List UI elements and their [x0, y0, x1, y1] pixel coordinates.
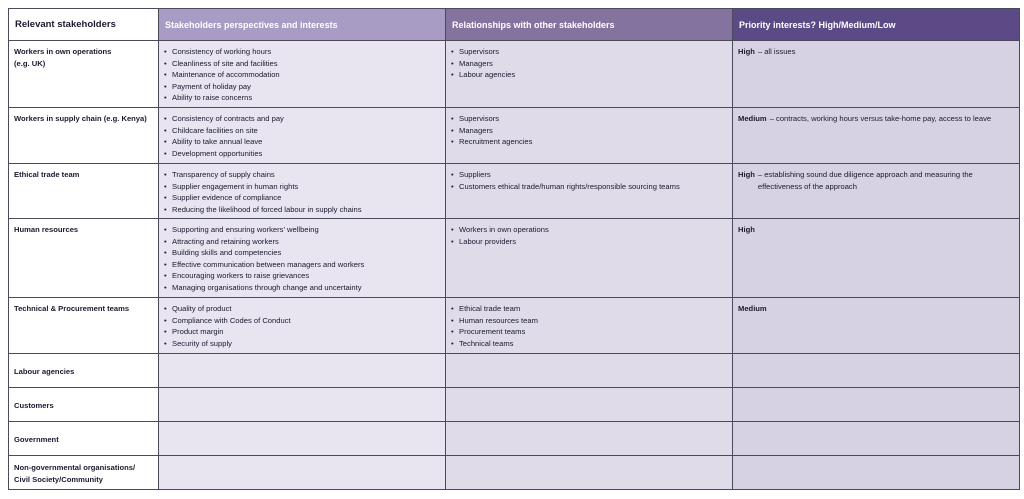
table-row — [9, 388, 1020, 422]
list-item: • Quality of product — [164, 303, 440, 315]
list-item: • Transparency of supply chains — [164, 169, 440, 181]
list-item: • Cleanliness of site and facilities — [164, 58, 440, 70]
relationships-cell — [446, 456, 733, 490]
priority-description: – establishing sound due diligence approach and measuring the effectiveness of the approach — [757, 170, 973, 191]
priority-level: High — [738, 170, 755, 179]
relationships-list — [451, 46, 727, 81]
perspectives-cell — [159, 456, 446, 490]
list-item: • Payment of holiday pay — [164, 81, 440, 93]
list-item: • Supplier evidence of compliance — [164, 192, 440, 204]
relationships-list — [451, 169, 727, 192]
list-item: • Building skills and competencies — [164, 247, 440, 259]
list-item: • Labour agencies — [451, 69, 727, 81]
priority-level: Medium — [738, 114, 767, 123]
list-item: • Managing organisations through change and uncertainty — [164, 282, 440, 294]
priority-level: Medium — [738, 304, 767, 313]
stakeholder-name: Technical & Procurement teams — [9, 298, 159, 354]
list-item: • Ability to raise concerns — [164, 92, 440, 104]
relationships-cell — [446, 422, 733, 456]
perspectives-cell — [159, 41, 446, 108]
perspectives-list — [164, 46, 440, 104]
priority-level: High — [738, 47, 755, 56]
relationships-cell — [446, 298, 733, 354]
priority-cell — [733, 388, 1020, 422]
relationships-list — [451, 113, 727, 148]
relationships-cell — [446, 388, 733, 422]
list-item: • Supporting and ensuring workers' wellbeing — [164, 224, 440, 236]
relationships-cell — [446, 354, 733, 388]
header-perspectives: Stakeholders perspectives and interests — [159, 9, 446, 41]
list-item: • Labour providers — [451, 236, 727, 248]
table-row — [9, 108, 1020, 164]
list-item: • Ability to take annual leave — [164, 136, 440, 148]
stakeholder-table-container — [8, 8, 1019, 490]
list-item: • Security of supply — [164, 338, 440, 350]
list-item: • Ethical trade team — [451, 303, 727, 315]
list-item: • Technical teams — [451, 338, 727, 350]
perspectives-list — [164, 113, 440, 159]
stakeholder-name: Customers — [9, 388, 159, 422]
table-row — [9, 422, 1020, 456]
perspectives-cell — [159, 164, 446, 219]
priority-description: – contracts, working hours versus take-home pay, access to leave — [769, 114, 992, 123]
list-item: • Compliance with Codes of Conduct — [164, 315, 440, 327]
perspectives-cell — [159, 354, 446, 388]
priority-content — [738, 303, 1014, 315]
table-row — [9, 354, 1020, 388]
priority-cell — [733, 108, 1020, 164]
list-item: • Managers — [451, 125, 727, 137]
stakeholder-name: Human resources — [9, 219, 159, 298]
perspectives-list — [164, 303, 440, 349]
table-row — [9, 219, 1020, 298]
list-item: • Procurement teams — [451, 326, 727, 338]
priority-content — [738, 224, 1014, 236]
list-item: • Consistency of working hours — [164, 46, 440, 58]
priority-level: High — [738, 225, 755, 234]
header-priority: Priority interests? High/Medium/Low — [733, 9, 1020, 41]
priority-cell — [733, 298, 1020, 354]
priority-cell — [733, 41, 1020, 108]
header-row — [9, 9, 1020, 41]
list-item: • Supplier engagement in human rights — [164, 181, 440, 193]
relationships-list — [451, 224, 727, 247]
stakeholder-table — [8, 8, 1020, 490]
list-item: • Attracting and retaining workers — [164, 236, 440, 248]
perspectives-list — [164, 224, 440, 293]
stakeholder-name: Government — [9, 422, 159, 456]
list-item: • Consistency of contracts and pay — [164, 113, 440, 125]
stakeholder-name: Labour agencies — [9, 354, 159, 388]
list-item: • Childcare facilities on site — [164, 125, 440, 137]
priority-cell — [733, 456, 1020, 490]
perspectives-cell — [159, 298, 446, 354]
table-row — [9, 298, 1020, 354]
priority-content — [738, 46, 1014, 58]
list-item: • Human resources team — [451, 315, 727, 327]
relationships-cell — [446, 41, 733, 108]
stakeholder-name: Workers in supply chain (e.g. Kenya) — [9, 108, 159, 164]
stakeholder-name: Workers in own operations (e.g. UK) — [9, 41, 159, 108]
table-row — [9, 456, 1020, 490]
list-item: • Encouraging workers to raise grievances — [164, 270, 440, 282]
stakeholder-name: Ethical trade team — [9, 164, 159, 219]
list-item: • Reducing the likelihood of forced labour in supply chains — [164, 204, 440, 216]
list-item: • Development opportunities — [164, 148, 440, 160]
table-body — [9, 41, 1020, 490]
list-item: • Workers in own operations — [451, 224, 727, 236]
list-item: • Managers — [451, 58, 727, 70]
priority-description: – all issues — [757, 47, 796, 56]
list-item: • Supervisors — [451, 46, 727, 58]
relationships-cell — [446, 219, 733, 298]
priority-cell — [733, 422, 1020, 456]
relationships-cell — [446, 164, 733, 219]
perspectives-cell — [159, 388, 446, 422]
header-relevant-stakeholders: Relevant stakeholders — [9, 9, 159, 41]
list-item: • Customers ethical trade/human rights/responsible sourcing teams — [451, 181, 727, 193]
table-row — [9, 41, 1020, 108]
list-item: • Suppliers — [451, 169, 727, 181]
list-item: • Recruitment agencies — [451, 136, 727, 148]
perspectives-cell — [159, 422, 446, 456]
list-item: • Effective communication between managers and workers — [164, 259, 440, 271]
relationships-list — [451, 303, 727, 349]
priority-cell — [733, 164, 1020, 219]
priority-content — [738, 113, 1014, 125]
priority-cell — [733, 354, 1020, 388]
list-item: • Product margin — [164, 326, 440, 338]
perspectives-list — [164, 169, 440, 215]
list-item: • Supervisors — [451, 113, 727, 125]
perspectives-cell — [159, 219, 446, 298]
header-relationships: Relationships with other stakeholders — [446, 9, 733, 41]
list-item: • Maintenance of accommodation — [164, 69, 440, 81]
table-row — [9, 164, 1020, 219]
perspectives-cell — [159, 108, 446, 164]
priority-content — [738, 169, 1014, 192]
priority-cell — [733, 219, 1020, 298]
stakeholder-name: Non-governmental organisations/ Civil Society/Community — [9, 456, 159, 490]
relationships-cell — [446, 108, 733, 164]
